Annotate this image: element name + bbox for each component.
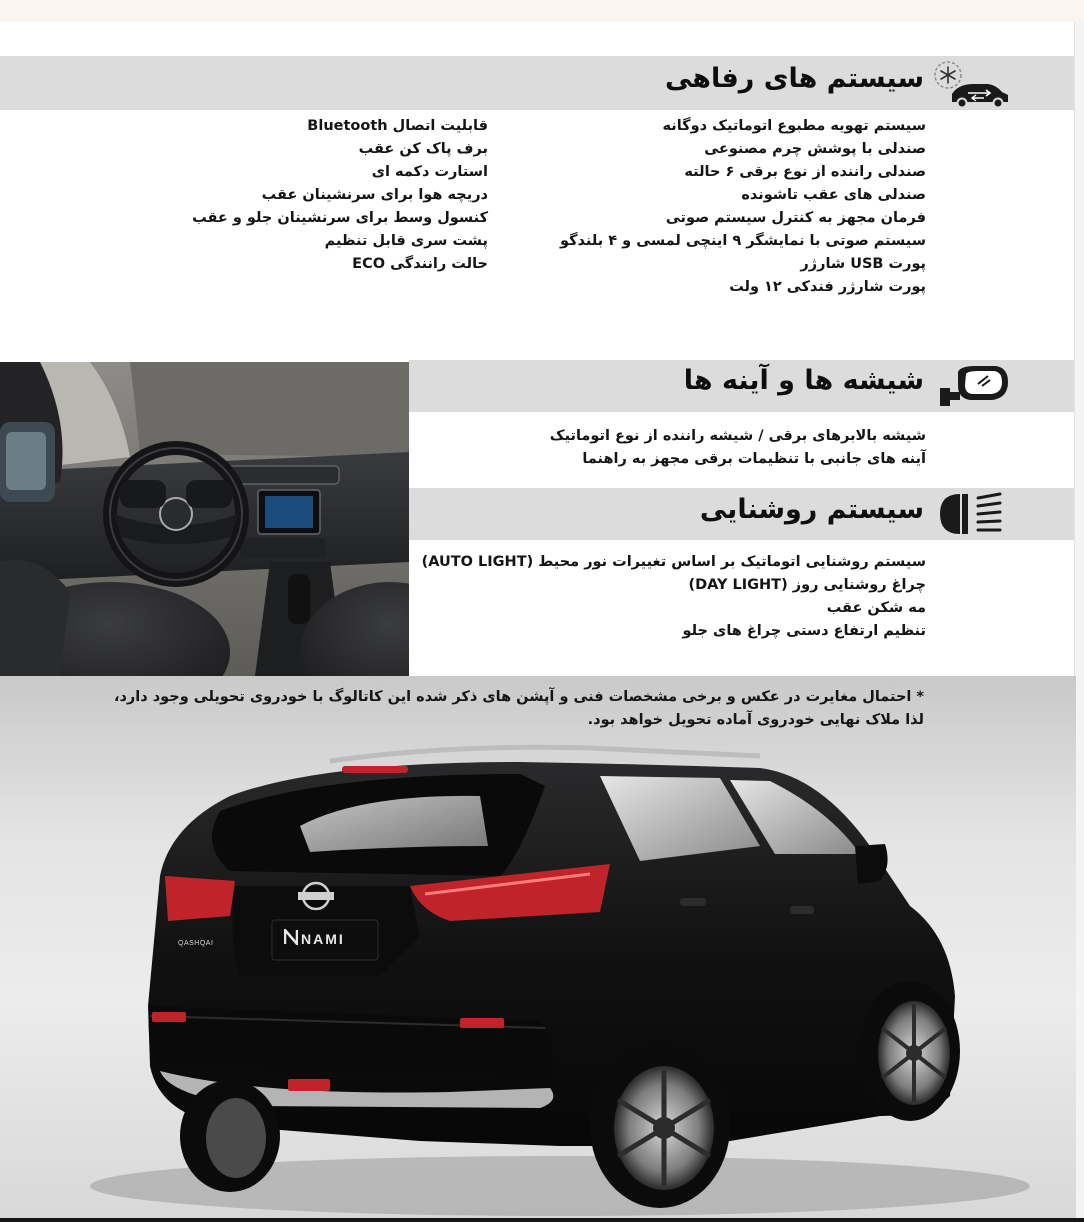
list-item: پورت شارژر فندکی ۱۲ ولت <box>729 279 926 295</box>
comfort-list-left <box>192 115 488 276</box>
side-mirror-icon <box>936 362 1012 410</box>
list-item: سیستم صوتی با نمایشگر ۹ اینچی لمسی و ۴ بلندگو <box>560 233 926 249</box>
list-item: کنسول وسط برای سرنشینان جلو و عقب <box>192 210 488 226</box>
mirrors-list <box>550 425 926 471</box>
mirrors-section-title: شیشه ها و آینه ها <box>683 365 924 396</box>
car-photo-area <box>0 676 1076 1218</box>
list-item: صندلی با پوشش چرم مصنوعی <box>704 141 926 157</box>
list-item: پورت USB شارژر <box>800 256 926 272</box>
list-item: قابلیت اتصال Bluetooth <box>307 118 488 134</box>
list-item: فرمان مجهز به کنترل سیستم صوتی <box>665 210 926 226</box>
car-climate-icon <box>928 60 1012 110</box>
interior-photo <box>0 362 409 676</box>
list-item: تنظیم ارتفاع دستی چراغ های جلو <box>682 623 926 639</box>
list-item: حالت رانندگی ECO <box>352 256 488 272</box>
nami-plate-logo <box>284 929 345 948</box>
nami-plate-text: NAMI <box>301 930 345 947</box>
list-item: استارت دکمه ای <box>371 164 488 180</box>
list-item: مه شکن عقب <box>826 600 926 616</box>
list-item: صندلی های عقب تاشونده <box>741 187 926 203</box>
nami-logo-icon <box>284 929 298 948</box>
list-item: دریچه هوا برای سرنشینان عقب <box>261 187 488 203</box>
car-rear-image <box>0 676 1076 1218</box>
list-item: چراغ روشنایی روز (DAY LIGHT) <box>688 577 926 593</box>
lighting-list <box>422 551 926 643</box>
list-item: برف پاک کن عقب <box>358 141 488 157</box>
comfort-list-right <box>560 115 926 299</box>
headlight-icon <box>938 488 1008 540</box>
comfort-section-title: سیستم های رفاهی <box>664 63 924 94</box>
list-item: سیستم روشنایی اتوماتیک بر اساس تغییرات نور محیط (AUTO LIGHT) <box>421 554 926 570</box>
list-item: پشت سری قابل تنظیم <box>324 233 488 249</box>
list-item: سیستم تهویه مطبوع اتوماتیک دوگانه <box>662 118 926 134</box>
list-item: صندلی راننده از نوع برقی ۶ حالته <box>684 164 926 180</box>
footer-strip <box>0 1218 1084 1222</box>
list-item: آینه های جانبی با تنظیمات برقی مجهز به راهنما <box>582 451 926 467</box>
lighting-section-title: سیستم روشنایی <box>699 494 924 525</box>
disclaimer-line-2: لذا ملاک نهایی خودروی آماده تحویل خواهد بود. <box>587 712 924 728</box>
disclaimer-line-1: * احتمال مغایرت در عکس و برخی مشخصات فنی و آپشن های ذکر شده این کاتالوگ با خودروی تحویلی وجود دارد، <box>113 689 924 705</box>
qashqai-badge: QASHQAI <box>178 940 214 947</box>
top-band <box>0 0 1084 22</box>
list-item: شیشه بالابرهای برقی / شیشه راننده از نوع اتوماتیک <box>549 428 926 444</box>
